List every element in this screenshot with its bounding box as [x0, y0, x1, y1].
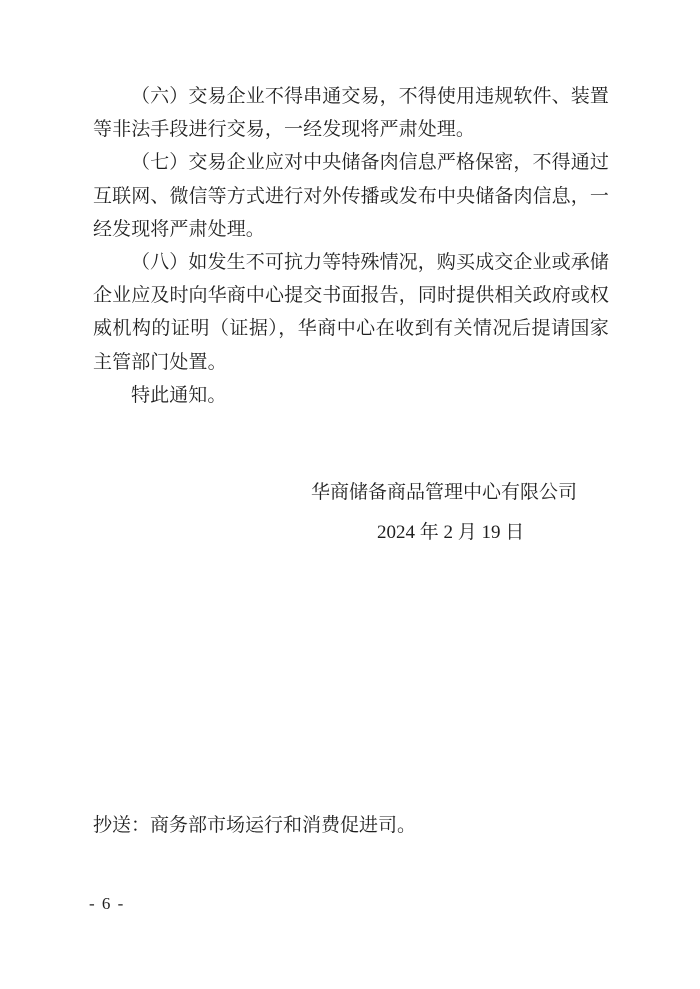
- paragraph-item-7: （七）交易企业应对中央储备肉信息严格保密，不得通过互联网、微信等方式进行对外传播或发布中央储备肉信息，一经发现将严肃处理。: [93, 152, 609, 240]
- paragraph-item-8: （八）如发生不可抗力等特殊情况，购买成交企业或承储企业应及时向华商中心提交书面报告，同时提供相关政府或权威机构的证明（证据），华商中心在收到有关情况后提请国家主管部门处置。: [93, 252, 609, 373]
- paragraph-item-6: （六）交易企业不得串通交易，不得使用违规软件、装置等非法手段进行交易，一经发现将严肃处理。: [93, 86, 609, 141]
- signature-date: 2024 年 2 月 19 日: [377, 522, 525, 543]
- closing-line: 特此通知。: [131, 384, 227, 406]
- body-text: [93, 80, 609, 412]
- cc-line: 抄送：商务部市场运行和消费促进司。: [93, 815, 417, 836]
- signature-organization: 华商储备商品管理中心有限公司: [311, 482, 578, 503]
- page-number: - 6 -: [89, 894, 125, 913]
